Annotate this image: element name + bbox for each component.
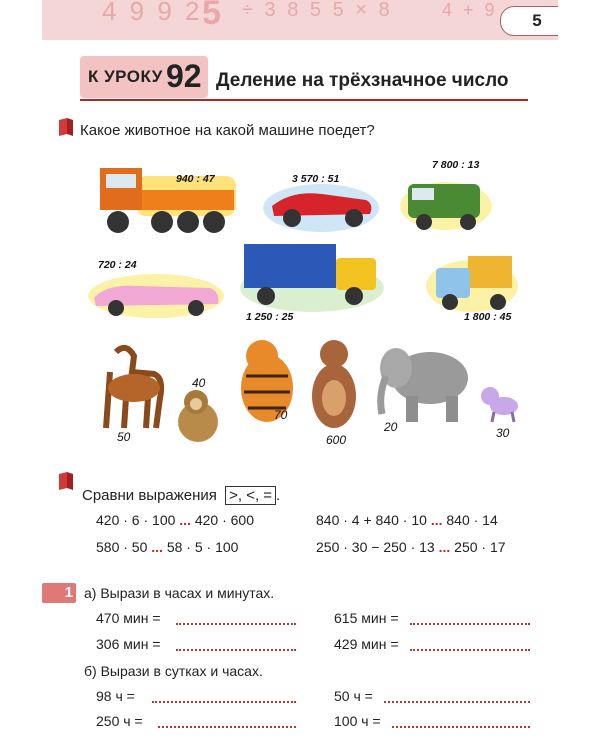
page-number: 5 bbox=[500, 6, 558, 36]
answer-line[interactable] bbox=[176, 623, 296, 625]
conversion-item: 429 мин = bbox=[334, 636, 399, 652]
bear-number: 600 bbox=[326, 433, 347, 447]
task2-prompt-dot: . bbox=[276, 487, 281, 504]
green-van-expression: 7 800 : 13 bbox=[432, 159, 480, 171]
book-icon bbox=[57, 117, 75, 137]
conversion-item: 50 ч = bbox=[334, 688, 373, 704]
elephant-number: 20 bbox=[384, 420, 398, 434]
answer-line[interactable] bbox=[176, 649, 296, 651]
svg-text:÷ 3 8 5 5 × 8: ÷ 3 8 5 5 × 8 bbox=[242, 0, 393, 21]
lesson-prefix: К УРОКУ bbox=[88, 67, 163, 86]
answer-line[interactable] bbox=[392, 726, 530, 728]
book-icon bbox=[57, 471, 75, 491]
comparison-dots[interactable]: ... bbox=[151, 539, 163, 555]
comparison-signs-box: >, <, = bbox=[225, 486, 276, 505]
poodle-picture bbox=[476, 384, 522, 424]
svg-text:5: 5 bbox=[202, 0, 224, 32]
comparison-dots[interactable]: ... bbox=[430, 512, 443, 528]
blue-truck-expression: 1 250 : 25 bbox=[246, 311, 294, 323]
answer-line[interactable] bbox=[152, 701, 296, 703]
conversion-item: 98 ч = bbox=[96, 688, 135, 704]
task2-prompt-text: Сравни выражения bbox=[82, 487, 217, 504]
comparison-row bbox=[316, 539, 506, 555]
comparison-left: 250 · 30 − 250 · 13 bbox=[316, 539, 439, 555]
dump-truck-expression: 940 : 47 bbox=[176, 173, 215, 185]
pink-limousine-picture bbox=[86, 270, 226, 320]
poodle-number: 30 bbox=[496, 426, 510, 440]
small-cargo-truck-picture bbox=[424, 248, 520, 314]
monkey-picture bbox=[172, 386, 224, 444]
answer-line[interactable] bbox=[410, 649, 530, 651]
lesson-number: 92 bbox=[166, 58, 202, 94]
tiger-number: 70 bbox=[274, 408, 288, 422]
bear-picture bbox=[306, 336, 362, 432]
decorative-digits bbox=[42, 0, 558, 40]
comparison-right: 840 · 14 bbox=[442, 512, 498, 528]
red-convertible-expression: 3 570 : 51 bbox=[292, 173, 340, 185]
green-van-picture bbox=[398, 170, 494, 232]
tiger-picture bbox=[232, 336, 302, 426]
exercise-number-badge bbox=[42, 583, 76, 603]
pink-limousine-expression: 720 : 24 bbox=[98, 259, 137, 271]
dump-truck-picture bbox=[92, 158, 240, 242]
exercise-number: 1 bbox=[64, 584, 73, 601]
comparison-row bbox=[96, 539, 238, 555]
title-underline bbox=[80, 99, 528, 101]
part-b-title: б) Вырази в сутках и часах. bbox=[84, 663, 263, 679]
conversion-item: 615 мин = bbox=[334, 610, 399, 626]
header-band bbox=[42, 0, 558, 40]
svg-text:4 9 9 2: 4 9 9 2 bbox=[102, 0, 203, 26]
task2-prompt bbox=[82, 486, 280, 505]
comparison-right: 250 · 17 bbox=[450, 539, 506, 555]
answer-line[interactable] bbox=[384, 701, 530, 703]
conversion-item: 306 мин = bbox=[96, 636, 161, 652]
comparison-left: 580 · 50 bbox=[96, 539, 152, 555]
conversion-item: 100 ч = bbox=[334, 713, 381, 729]
comparison-right: 58 · 5 · 100 bbox=[162, 539, 239, 555]
comparison-right: 420 · 600 bbox=[190, 512, 255, 528]
part-a-title: а) Вырази в часах и минутах. bbox=[84, 585, 275, 601]
comparison-row bbox=[96, 512, 254, 528]
monkey-number: 40 bbox=[192, 376, 206, 390]
comparison-dots[interactable]: ... bbox=[438, 539, 451, 555]
comparison-dots[interactable]: ... bbox=[179, 512, 191, 528]
elephant-picture bbox=[368, 340, 476, 426]
conversion-item: 250 ч = bbox=[96, 713, 143, 729]
blue-truck-picture bbox=[236, 238, 386, 316]
lesson-title: Деление на трёхзначное число bbox=[216, 70, 509, 91]
horse-picture bbox=[86, 342, 168, 432]
task1-question: Какое животное на какой машине поедет? bbox=[80, 122, 375, 139]
decorative-digits-graphic bbox=[42, 0, 558, 34]
comparison-row bbox=[316, 512, 498, 528]
comparison-left: 840 · 4 + 840 · 10 bbox=[316, 512, 431, 528]
horse-number: 50 bbox=[117, 430, 131, 444]
conversion-item: 470 мин = bbox=[96, 610, 161, 626]
answer-line[interactable] bbox=[410, 623, 530, 625]
svg-text:4 + 9: 4 + 9 bbox=[442, 0, 498, 20]
answer-line[interactable] bbox=[158, 726, 296, 728]
comparison-left: 420 · 6 · 100 bbox=[96, 512, 180, 528]
small-cargo-truck-expression: 1 800 : 45 bbox=[464, 311, 512, 323]
